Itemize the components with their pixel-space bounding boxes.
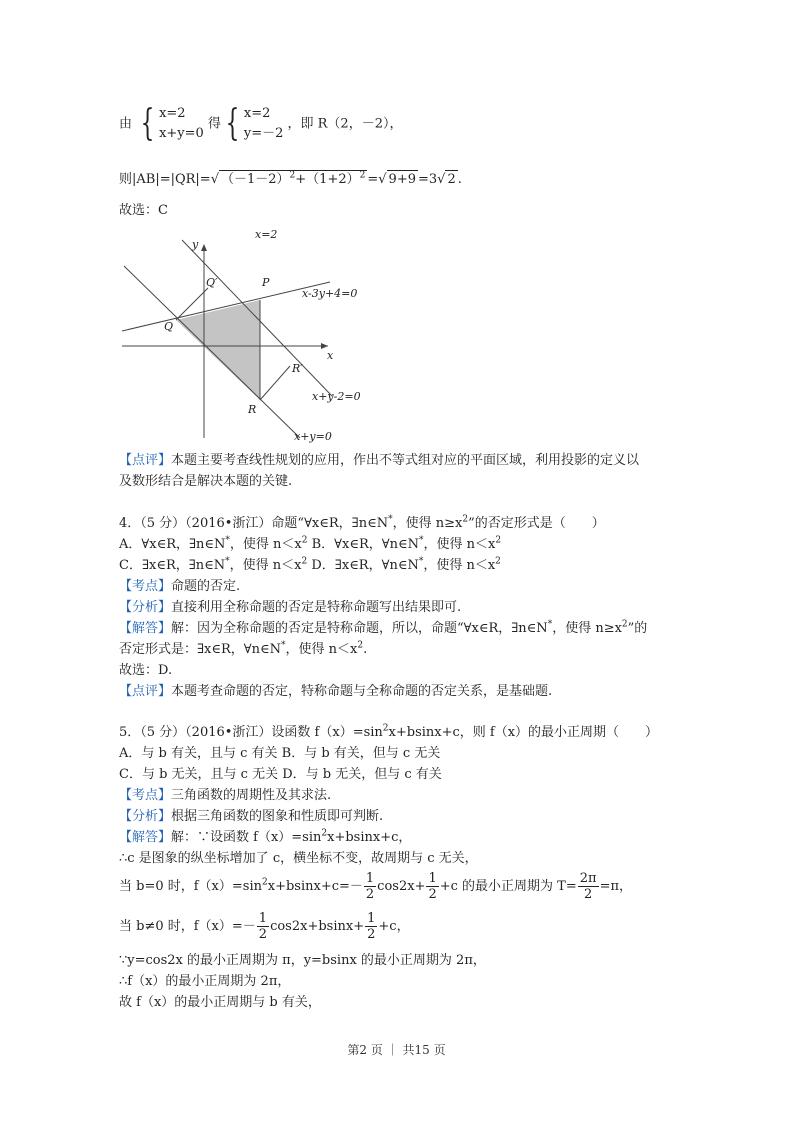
q5-answer: 【解答】解：∵设函数 $f(x)=\sin^2x+bsinx+c$，	[119, 828, 412, 845]
fraction-half: $\frac{1}{2}$	[428, 871, 437, 902]
fraction-half: $\frac{1}{2}$	[365, 871, 375, 902]
equation-system-1: x=2 x+y=0	[159, 106, 204, 141]
comment-q3-line1: 【点评】本题主要考查线性规划的应用，作出不等式组对应的平面区域，利用投影的定义以	[119, 453, 640, 468]
sqrt-icon: √	[437, 172, 446, 187]
label-r-prime: R′	[292, 362, 303, 375]
label-line-2: x+y-2=0	[312, 390, 361, 403]
system-prefix: 由	[119, 116, 133, 132]
q5-analysis: 【分析】根据三角函数的图象和性质即可判断.	[119, 809, 384, 824]
line-x-plus-y	[124, 266, 300, 438]
distance-line: 则|AB|=|QR|=√ $(-1-2)^2+(1+2)^2$ =√ 9+9 =3√ 2 .	[119, 170, 462, 187]
q4-options-ab: A．∀x∈R，∃n∈N*，使得 $n<x^2$ B．∀x∈R，∀n∈N*，使得 $n<x^2$	[119, 535, 502, 552]
sqrt-icon: √	[378, 172, 387, 187]
label-line-3: x+y=0	[294, 430, 332, 443]
q4-point: 【考点】命题的否定.	[119, 579, 241, 594]
system-result: ，即 R（2，－2），	[287, 116, 403, 132]
q4-choose: 故选：D.	[119, 663, 173, 678]
q5-line-5: ∴f（x）的最小正周期为 2π，	[119, 974, 291, 989]
label-p: P	[262, 276, 270, 289]
label-x-axis: x	[327, 349, 334, 362]
q4-stem: 4．（5 分）（2016•浙江）命题“∀x∈R，∃n∈N*，使得 $n\ge x^2$”的否定形式是（ ）	[119, 514, 605, 531]
comment-tag: 【点评】	[119, 453, 172, 468]
q4-options-cd: C．∃x∈R，∃n∈N*，使得 $n<x^2$ D．∃x∈R，∀n∈N*，使得 $n<x^2$	[119, 556, 501, 573]
q5-point: 【考点】三角函数的周期性及其求法.	[119, 788, 332, 803]
comment-q3-line2: 及数形结合是解决本题的关键.	[119, 474, 293, 489]
q5-line-6: 故 f（x）的最小正周期与 b 有关，	[119, 995, 321, 1010]
label-line-1: x-3y+4=0	[302, 287, 358, 300]
choose-c: 故选：C	[119, 203, 168, 218]
sqrt-radicand: $(-1-2)^2+(1+2)^2$	[221, 170, 366, 187]
projection-r	[260, 366, 290, 400]
label-r: R	[248, 403, 257, 416]
y-arrow-icon	[201, 244, 207, 251]
sqrt-icon: √	[210, 172, 219, 187]
label-x-equals-2: x=2	[255, 228, 278, 241]
q5-options-cd: C．与 b 无关，且与 c 无关 D．与 b 无关，但与 c 有关	[119, 767, 442, 782]
equation-system-2: x=2 y=－2	[243, 106, 284, 141]
q4-answer-2: 否定形式是：∃x∈R，∀n∈N*，使得 $n<x^2$.	[119, 640, 368, 657]
left-brace-icon: {	[140, 103, 155, 144]
q5-options-ab: A．与 b 有关，且与 c 有关 B．与 b 有关，但与 c 无关	[119, 746, 441, 761]
fraction-half: $\frac{1}{2}$	[367, 911, 376, 942]
system-solution-line	[119, 104, 402, 145]
q5-line-4: ∵y=cos2x 的最小正周期为 π，y=bsinx 的最小正周期为 2π，	[119, 953, 486, 968]
page-footer: 第2 页 ｜ 共15 页	[347, 1043, 446, 1057]
label-y-axis: y	[192, 238, 199, 251]
q4-comment: 【点评】本题考查命题的否定，特称命题与全称命题的否定关系，是基础题.	[119, 684, 553, 699]
fraction-2pi-over-2: $\frac{2\pi}{2}$	[579, 871, 597, 902]
fraction-half: $\frac{1}{2}$	[258, 911, 268, 942]
label-q-prime: Q′	[206, 276, 218, 289]
linear-programming-figure	[118, 226, 378, 446]
q5-line-3: 当 b≠0 时，f（x）=－ $\frac{1}{2}$ cos2x+bsinx+ $\frac{1}{2}$ +c，	[119, 911, 410, 942]
q5-stem: 5．（5 分）（2016•浙江）设函数 $f(x)=\sin^2x+bsinx+c$，则 f（x）的最小正周期（ ）	[119, 723, 659, 740]
q4-answer-1: 【解答】解：因为全称命题的否定是特称命题，所以，命题“∀x∈R，∃n∈N*，使得 $n\ge x^2$”的	[119, 619, 648, 636]
left-brace-icon: {	[225, 103, 240, 144]
label-q: Q	[164, 320, 174, 333]
q5-line-2: 当 b=0 时，$f(x)=\sin^2x+bsinx+c=-$ $\frac{1}{2}$ cos2x+ $\frac{1}{2}$ +c 的最小正周期为 T= $\frac{2\pi}{2}$ =π，	[119, 871, 633, 902]
get-word: 得	[207, 116, 221, 132]
q5-line-1: ∴c 是图象的纵坐标增加了 c，横坐标不变，故周期与 c 无关，	[119, 851, 478, 866]
q4-analysis: 【分析】直接利用全称命题的否定是特称命题写出结果即可.	[119, 600, 462, 615]
